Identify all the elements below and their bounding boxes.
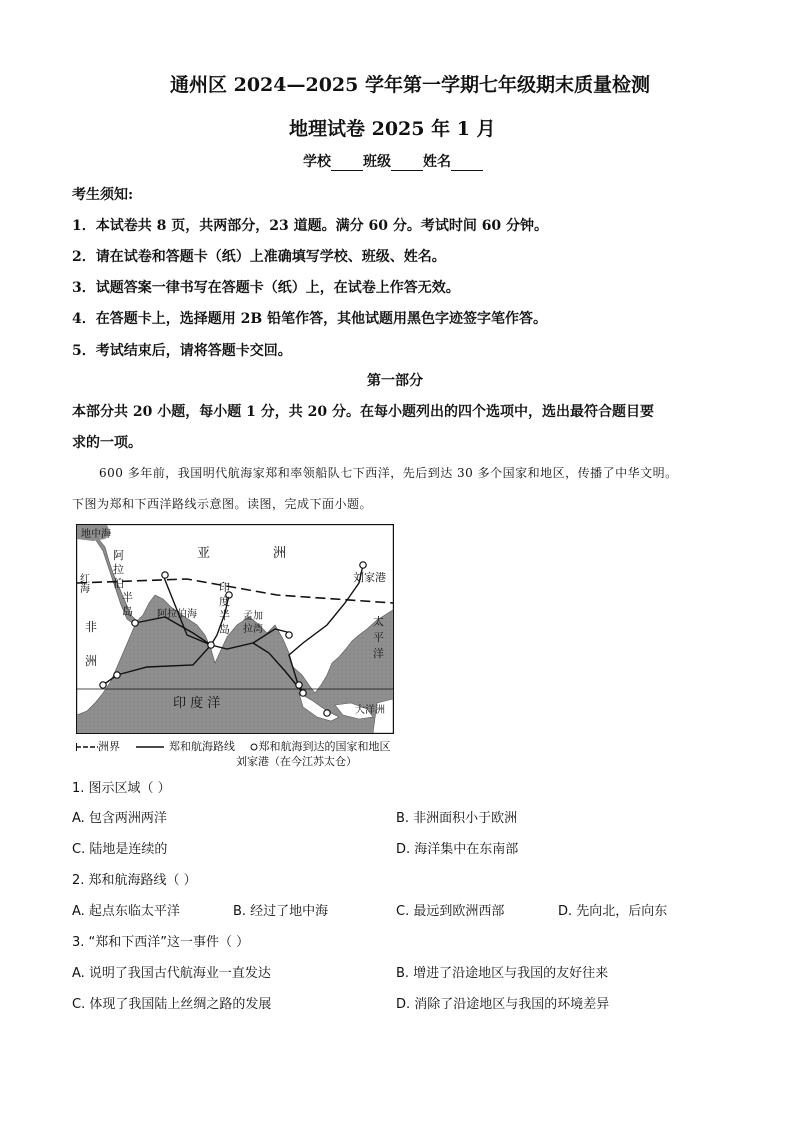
label-pacific: 太 平 洋	[373, 615, 384, 660]
label-indian-ocean: 印 度 洋	[173, 696, 221, 711]
question-2-option-a[interactable]: A. 起点东临太平洋	[72, 904, 180, 919]
question-1-stem: 1. 图示区域（ ）	[72, 781, 171, 796]
port-marker	[114, 672, 120, 678]
label-oceania: 大洋洲	[355, 705, 385, 716]
label-red-sea: 红海	[77, 573, 89, 593]
question-2-stem: 2. 郑和航海路线（ ）	[72, 873, 197, 888]
school-label: 学校	[303, 154, 331, 170]
part1-heading: 第一部分	[367, 373, 423, 389]
zheng-he-route-map	[76, 524, 394, 734]
label-asia-b: 洲	[273, 546, 287, 561]
port-marker	[324, 710, 330, 716]
question-3-option-a[interactable]: A. 说明了我国古代航海业一直发达	[72, 966, 271, 981]
notice-item: 5．考试结束后，请将答题卡交回。	[72, 343, 292, 359]
label-bengal: 孟加 拉湾	[243, 611, 263, 635]
question-1-option-b[interactable]: B. 非洲面积小于欧洲	[396, 811, 518, 826]
port-marker	[100, 682, 106, 688]
label-india: 印 度 半 岛	[219, 581, 230, 636]
exam-subtitle: 地理试卷 2025 年 1 月	[289, 118, 496, 140]
continent-boundary-legend-icon	[76, 743, 98, 751]
passage-line1: 600 多年前，我国明代航海家郑和率领船队七下西洋，先后到达 30 多个国家和地区，传播了中华文明。	[99, 466, 678, 480]
name-label: 姓名	[423, 154, 451, 170]
label-arabian-sea: 阿拉伯海	[157, 609, 197, 620]
legend-places-label: 郑和航海到达的国家和地区	[258, 740, 391, 753]
port-marker	[296, 682, 302, 688]
legend-boundary-label: 洲界	[98, 740, 120, 753]
question-1-option-d[interactable]: D. 海洋集中在东南部	[396, 842, 519, 857]
question-2-option-d[interactable]: D. 先向北，后向东	[558, 904, 668, 919]
label-arabia: 阿 拉 伯 半 岛	[113, 549, 133, 618]
question-3-option-d[interactable]: D. 消除了沿途地区与我国的环境差异	[396, 997, 610, 1012]
label-africa: 非 洲	[85, 620, 98, 668]
label-mediterranean: 地中海	[81, 529, 111, 540]
port-marker	[208, 642, 214, 648]
question-1-option-c[interactable]: C. 陆地是连续的	[72, 842, 168, 857]
port-marker	[300, 690, 306, 696]
exam-title: 通州区 2024—2025 学年第一学期七年级期末质量检测	[170, 74, 650, 96]
port-marker-liujiagang	[360, 562, 366, 568]
legend-note: 刘家港（在今江苏太仓）	[236, 755, 357, 768]
notice-item: 3．试题答案一律书写在答题卡（纸）上，在试卷上作答无效。	[72, 280, 460, 296]
part1-intro-line2: 求的一项。	[72, 435, 142, 451]
name-blank[interactable]	[451, 158, 483, 171]
question-3-option-c[interactable]: C. 体现了我国陆上丝绸之路的发展	[72, 997, 272, 1012]
class-blank[interactable]	[391, 158, 423, 171]
question-2-option-c[interactable]: C. 最远到欧洲西部	[396, 904, 505, 919]
map-legend	[76, 738, 391, 754]
notice-item: 4．在答题卡上，选择题用 2B 铅笔作答，其他试题用黑色字迹签字笔作答。	[72, 311, 548, 327]
notice-item: 1．本试卷共 8 页，共两部分，23 道题。满分 60 分。考试时间 60 分钟。	[72, 218, 549, 234]
notice-heading: 考生须知:	[72, 187, 134, 203]
student-info-line	[303, 151, 483, 171]
port-marker	[132, 620, 138, 626]
question-2-option-b[interactable]: B. 经过了地中海	[233, 904, 329, 919]
passage-line2: 下图为郑和下西洋路线示意图。读图，完成下面小题。	[72, 497, 373, 511]
class-label: 班级	[363, 154, 391, 170]
question-3-option-b[interactable]: B. 增进了沿途地区与我国的友好往来	[396, 966, 609, 981]
place-legend-icon	[249, 742, 259, 752]
legend-route-label: 郑和航海路线	[169, 740, 235, 753]
port-marker	[162, 572, 168, 578]
question-1-option-a[interactable]: A. 包含两洲两洋	[72, 811, 167, 826]
label-liujiagang: 刘家港	[353, 571, 386, 584]
notice-item: 2．请在试卷和答题卡（纸）上准确填写学校、班级、姓名。	[72, 249, 446, 265]
question-3-stem: 3. “郑和下西洋”这一事件（ ）	[72, 935, 250, 950]
port-marker	[286, 632, 292, 638]
route-legend-icon	[134, 743, 166, 751]
part1-intro-line1: 本部分共 20 小题，每小题 1 分，共 20 分。在每小题列出的四个选项中，选出最符合题目要	[72, 404, 654, 420]
label-asia-a: 亚	[197, 546, 211, 561]
school-blank[interactable]	[331, 158, 363, 171]
